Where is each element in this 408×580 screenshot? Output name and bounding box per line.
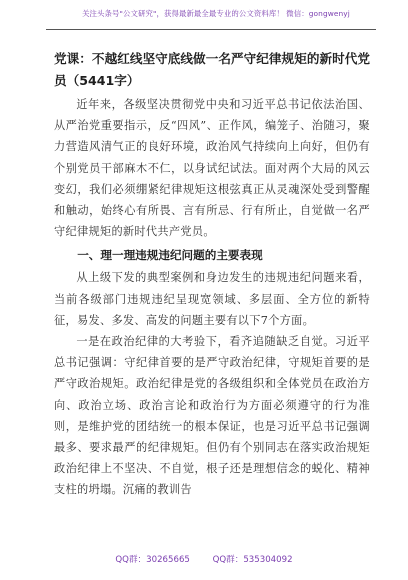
section-paragraph-1: 从上级下发的典型案例和身边发生的违规违纪问题来看，当前各级部门违规违纪呈现宽领域、多层面、全方位的新特征，易发、多发、高发的问题主要有以下7个方面。 [54,271,370,327]
page-header-banner: 关注头条号"公文研究"，获得最新最全最专业的公文资料库！ 微信：gongwenyj [82,9,350,18]
header-divider [46,29,376,30]
page-footer [0,553,408,565]
document-body [54,48,370,501]
intro-paragraph: 近年来，各级坚决贯彻党中央和习近平总书记依法治国、从严治党重要指示，反“四风”、正作风，编笼子、治随习，聚力营造风清气正的良好环境，政治风气持续向上向好，但仍有个别党员干部麻木不仁，以身试纪试法。面对两个大局的风云变幻，我们必须绷紧纪律规矩这根弦真正从灵魂深处受到警醒和触动，始终心有所畏、言有所忌、行有所止，自觉做一名严守纪律规矩的新时代共产党员。 [54,98,370,239]
footer-qq-group-2: QQ群：535304092 [212,555,293,565]
footer-qq-group-1: QQ群：30265665 [115,555,190,565]
section-heading: 一、理一理违规违纪问题的主要表现 [77,248,263,263]
section-paragraph-2: 一是在政治纪律的大考验下，看齐追随缺乏自觉。习近平总书记强调：守纪律首要的是严守政治纪律，守规矩首要的是严守政治规矩。政治纪律是党的各级组织和全体党员在政治方向、政治立场、政治言论和政治行为方面必须遵守的行为准则，是维护党的团结统一的根本保证，也是习近平总书记强调最多、要求最严的纪律规矩。但仍有个别同志在落实政治规矩政治纪律上不坚决、不自觉，根子还是理想信念的蜕化、精神支柱的坍塌。沉痛的教训告 [54,335,370,497]
document-title: 党课：不越红线坚守底线做一名严守纪律规矩的新时代党员（5441字） [54,51,370,88]
